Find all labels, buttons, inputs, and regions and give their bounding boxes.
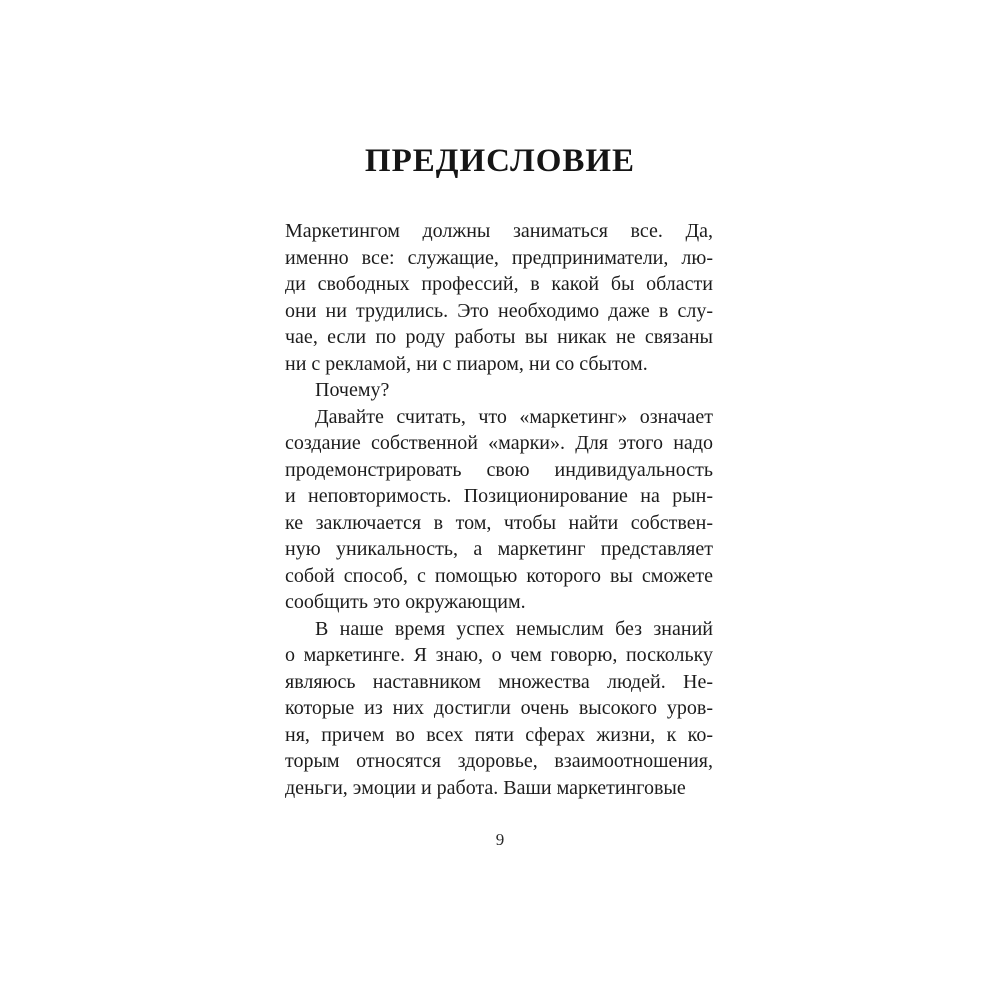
text-line: ня, причем во всех пяти сферах жизни, к ко- [285, 723, 713, 746]
page-number: 9 [495, 830, 505, 849]
text-line: именно все: служащие, предприниматели, лю- [285, 246, 713, 269]
text-line: Маркетингом должны заниматься все. Да, [285, 220, 713, 242]
chapter-title: ПРЕДИСЛОВИЕ [364, 143, 636, 179]
text-line: ную уникальность, а маркетинг представляет [285, 538, 713, 560]
text-line: деньги, эмоции и работа. Ваши маркетинговые [285, 776, 686, 799]
text-line: чае, если по роду работы вы никак не связаны [285, 326, 713, 348]
text-line: сообщить это окружающим. [285, 591, 526, 613]
text-line: собой способ, с помощью которого вы сможете [285, 564, 713, 587]
text-line: ди свободных профессий, в какой бы области [285, 273, 713, 295]
text-line: В наше время успех немыслим без знаний [315, 617, 713, 640]
text-line: Почему? [315, 379, 390, 401]
text-line: и неповторимость. Позиционирование на рын- [285, 485, 713, 507]
text-line: торым относятся здоровье, взаимоотношения, [285, 750, 713, 772]
text-line: создание собственной «марки». Для этого надо [285, 432, 713, 454]
text-line: продемонстрировать свою индивидуальность [285, 458, 713, 481]
paragraph [285, 377, 713, 404]
paragraph [285, 616, 713, 802]
paragraph [285, 404, 713, 616]
text-line: ни с рекламой, ни с пиаром, ни со сбытом. [285, 352, 648, 375]
text-line: являюсь наставником множества людей. Не- [285, 670, 713, 693]
text-line: о маркетинге. Я знаю, о чем говорю, поскольку [285, 644, 713, 666]
text-line: Давайте считать, что «маркетинг» означает [315, 405, 713, 428]
text-block [285, 218, 713, 801]
text-line: ке заключается в том, чтобы найти собствен- [285, 511, 713, 534]
paragraph [285, 218, 713, 377]
text-line: которые из них достигли очень высокого уров- [285, 697, 713, 719]
text-line: они ни трудились. Это необходимо даже в слу- [285, 299, 713, 322]
